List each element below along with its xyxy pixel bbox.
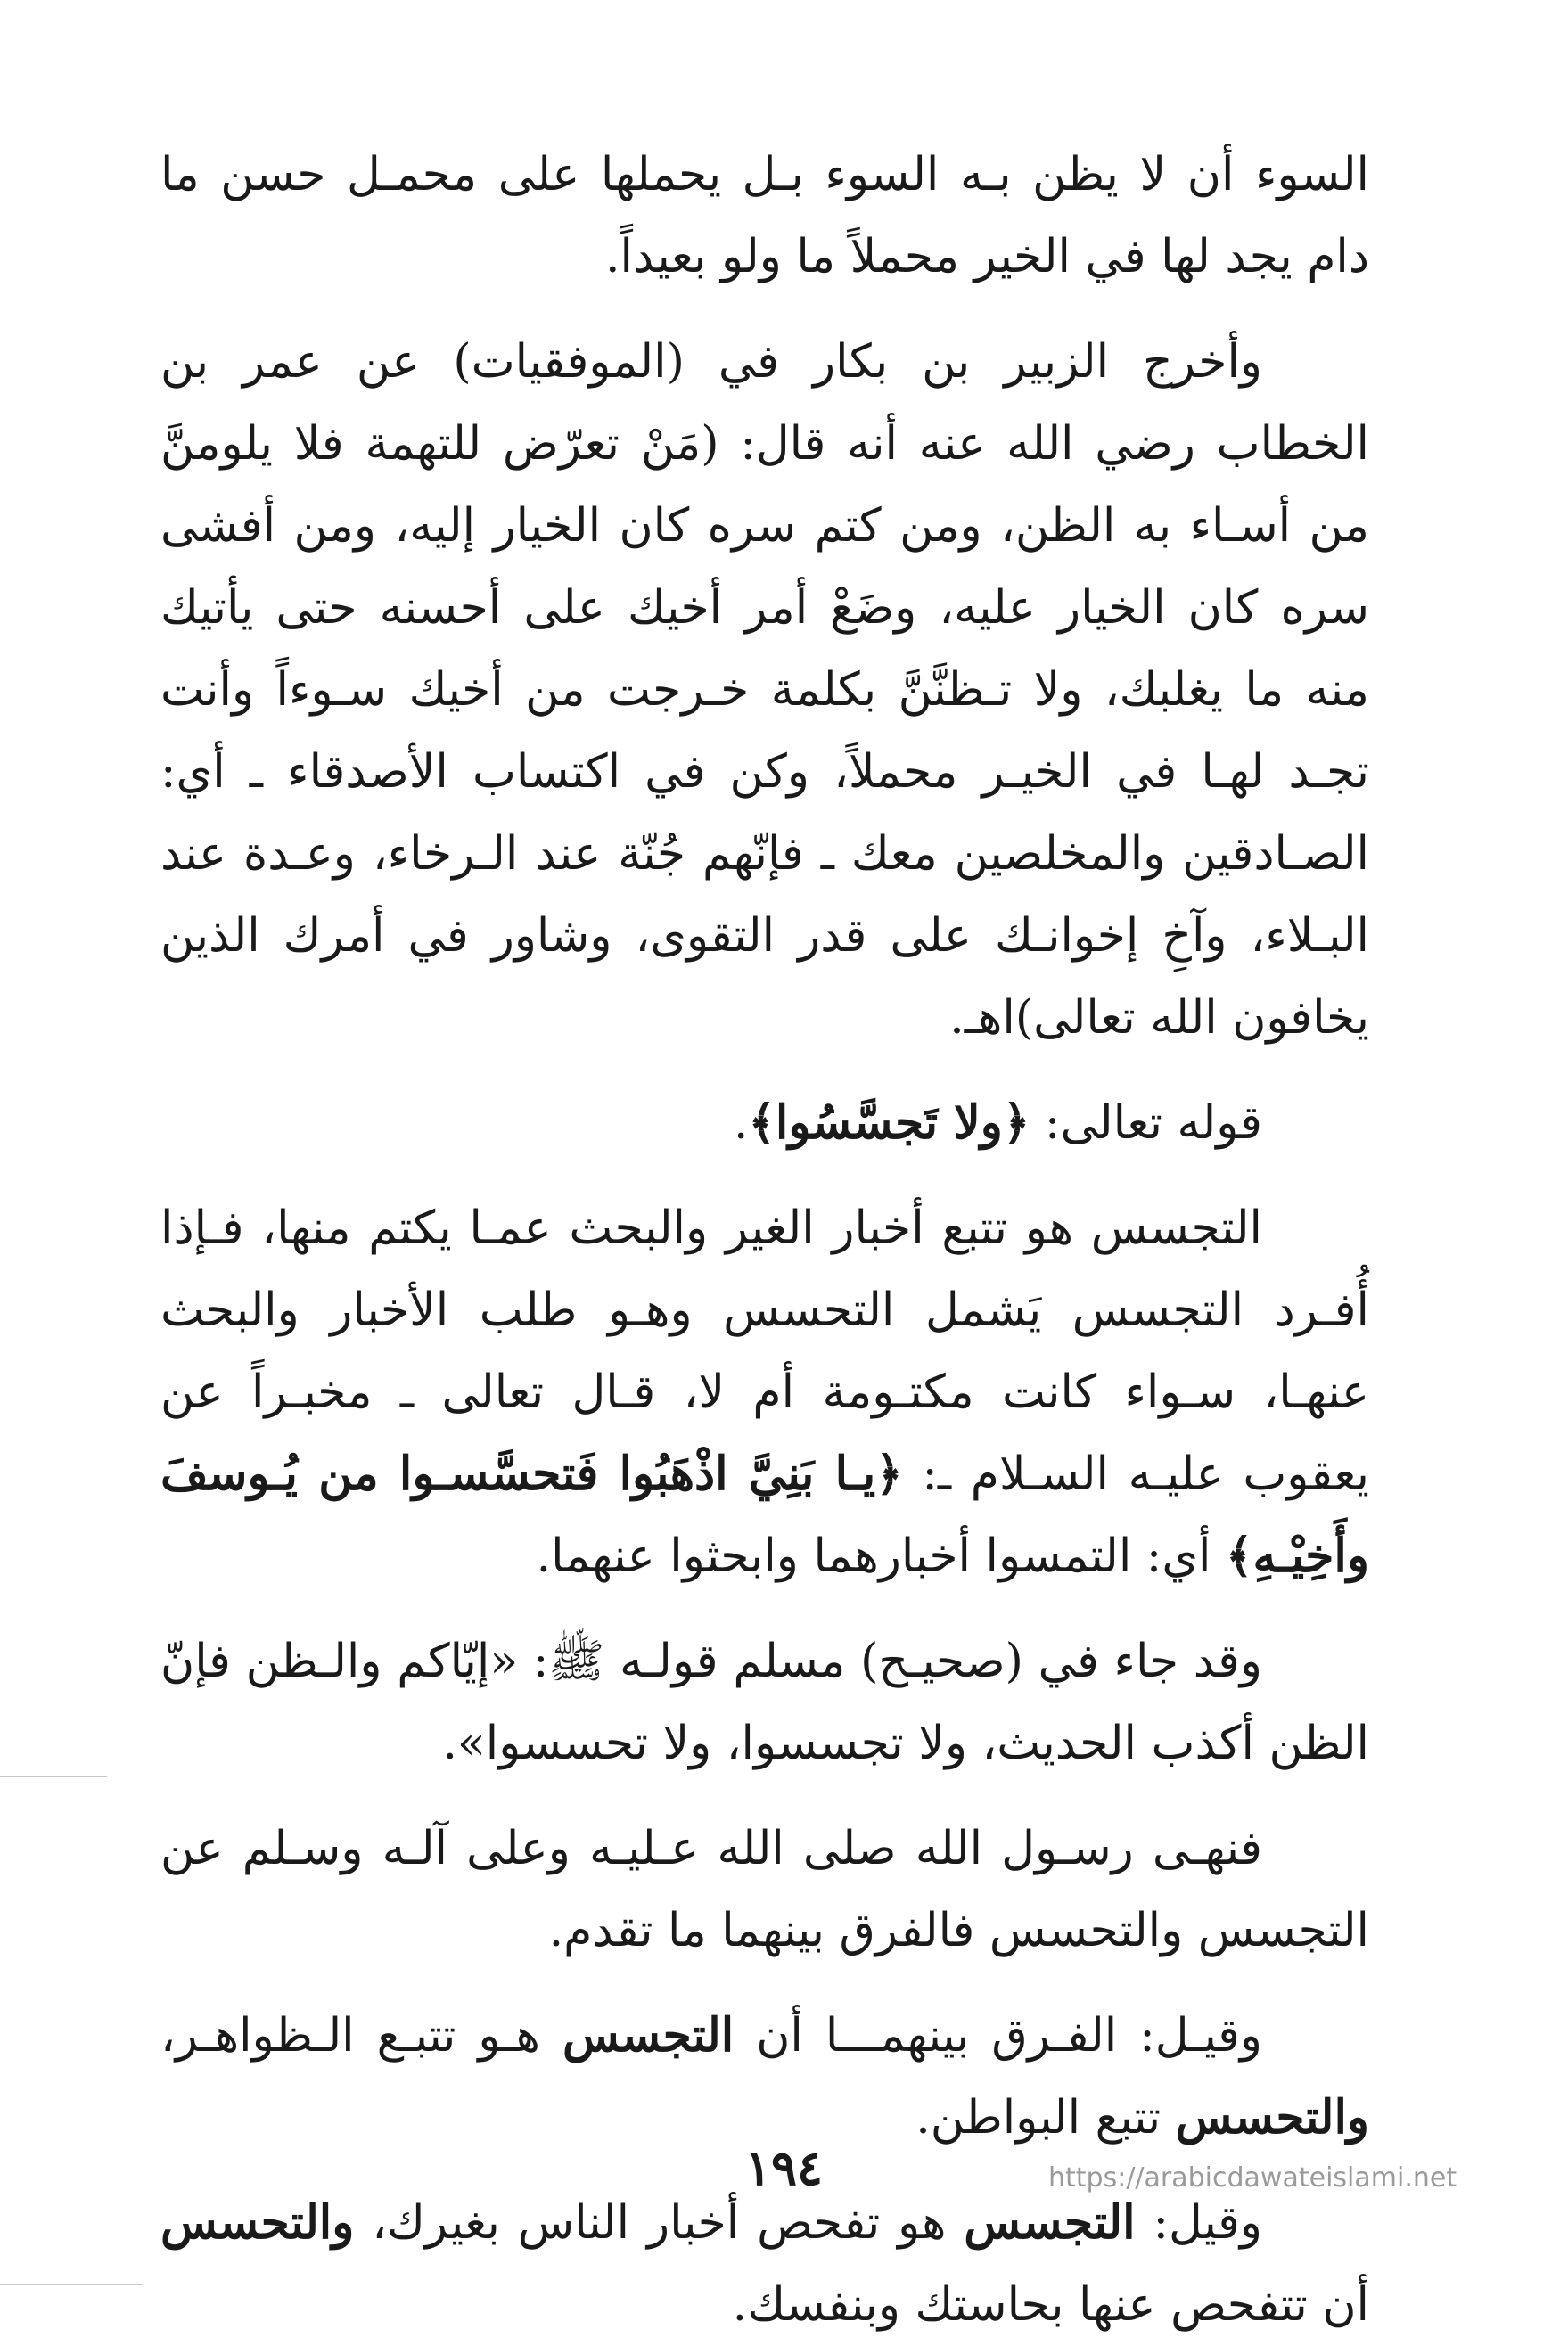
text-run: قوله تعالى:	[1030, 1096, 1262, 1150]
text-run: وقيـل: الفـرق بينهمـــا أن	[734, 2009, 1262, 2063]
paragraph	[160, 1995, 1369, 2159]
text-run: فنهـى رسـول الله صلى الله عـليـه وعلى آلـه وسـلم عن التجسس والتحسس فالفرق بينهما ما تقدم.	[160, 1822, 1369, 1957]
paragraph	[160, 321, 1369, 1059]
bold-text-run: والتحسس	[1175, 2090, 1369, 2145]
paragraph	[160, 1187, 1369, 1597]
paragraph-spacer	[160, 298, 1369, 321]
paragraph-spacer	[160, 1059, 1369, 1082]
scan-artifact-line-bottom	[0, 2284, 143, 2285]
paragraph-spacer	[160, 1784, 1369, 1808]
text-run: وأخرج الزبير بن بكار في (الموفقيات) عن عمر بن الخطاب رضي الله عنه أنه قال: (مَنْ تعرّض للتهمة فلا يلومنَّ من أسـاء به الظن، ومن كتم سره كان الخيار إليه، ومن أفشى سره كان الخيار عليه، وضَعْ أمر أخيك على أحسنه حتى يأتيك منه ما يغلبك، ولا تـظنَّنَّ بكلمة خـرجت من أخيك سـوءاً وأنت تجـد لهـا في الخيـر محملاً، وكن في اكتساب الأصدقاء ـ أي: الصـادقين والمخلصين معك ـ فإنّهم جُنّة عند الـرخاء، وعـدة عند البـلاء، وآخِ إخوانـك على قدر التقوى، وشاور في أمرك الذين يخافون الله تعالى)اهـ.	[160, 335, 1369, 1045]
text-run: وقيل:	[1135, 2196, 1263, 2250]
paragraph	[160, 134, 1369, 298]
scan-artifact-line	[0, 1776, 107, 1777]
bold-text-run: والتحسس	[160, 2195, 355, 2250]
text-run: وقد جاء في (صحيـح) مسلم قولـه ﷺ: «إيّاكم والـظن فإنّ الظن أكذب الحديث، ولا تجسسوا، ولا تحسسوا».	[160, 1635, 1369, 1770]
paragraph-spacer	[160, 1164, 1369, 1187]
body-text	[160, 134, 1369, 2346]
bold-text-run: التجسس	[562, 2008, 735, 2063]
paragraph-spacer	[160, 1597, 1369, 1620]
paragraph	[160, 1620, 1369, 1784]
text-run: هـو تتبـع الـظواهـر،	[160, 2009, 562, 2063]
text-run: هو تفحص أخبار الناس بغيرك،	[354, 2196, 965, 2250]
text-run: أن تتفحص عنها بحاستك وبنفسك.	[732, 2278, 1369, 2332]
paragraph-spacer	[160, 1972, 1369, 1995]
watermark-url: https://arabicdawateislami.net	[1048, 2162, 1457, 2194]
bold-text-run: ﴿يـا بَنِيَّ اذْهَبُوا فَتحسَّسـوا من يُـوسفَ وأَخِيْـهِ﴾	[160, 1447, 1369, 1583]
text-run: أي: التمسوا أخبارهما وابحثوا عنهما.	[536, 1530, 1227, 1583]
text-run: .	[733, 1096, 749, 1150]
bold-text-run: ﴿ولا تَجسَّسُوا﴾	[748, 1095, 1030, 1150]
text-run: تتبع البواطن.	[915, 2091, 1176, 2145]
text-run: التجسس هو تتبع أخبار الغير والبحث عمـا يكتم منها، فـإذا أُفـرد التجسس يَشمل التحسس وهـو طلب الأخبار والبحث عنهـا، سـواء كانت مكتـومة أم لا، قـال تعالى ـ مخبـراً عن يعقوب عليـه السـلام ـ:	[160, 1202, 1370, 1501]
text-run: السوء أن لا يظن بـه السوء بـل يحملها على محمـل حسن ما دام يجد لها في الخير محملاً ما ولو بعيداً.	[160, 148, 1369, 283]
paragraph	[160, 2182, 1369, 2346]
page-number: ١٩٤	[744, 2139, 823, 2196]
bold-text-run: التجسس	[964, 2195, 1136, 2250]
paragraph	[160, 1808, 1369, 1972]
paragraph	[160, 1082, 1369, 1164]
